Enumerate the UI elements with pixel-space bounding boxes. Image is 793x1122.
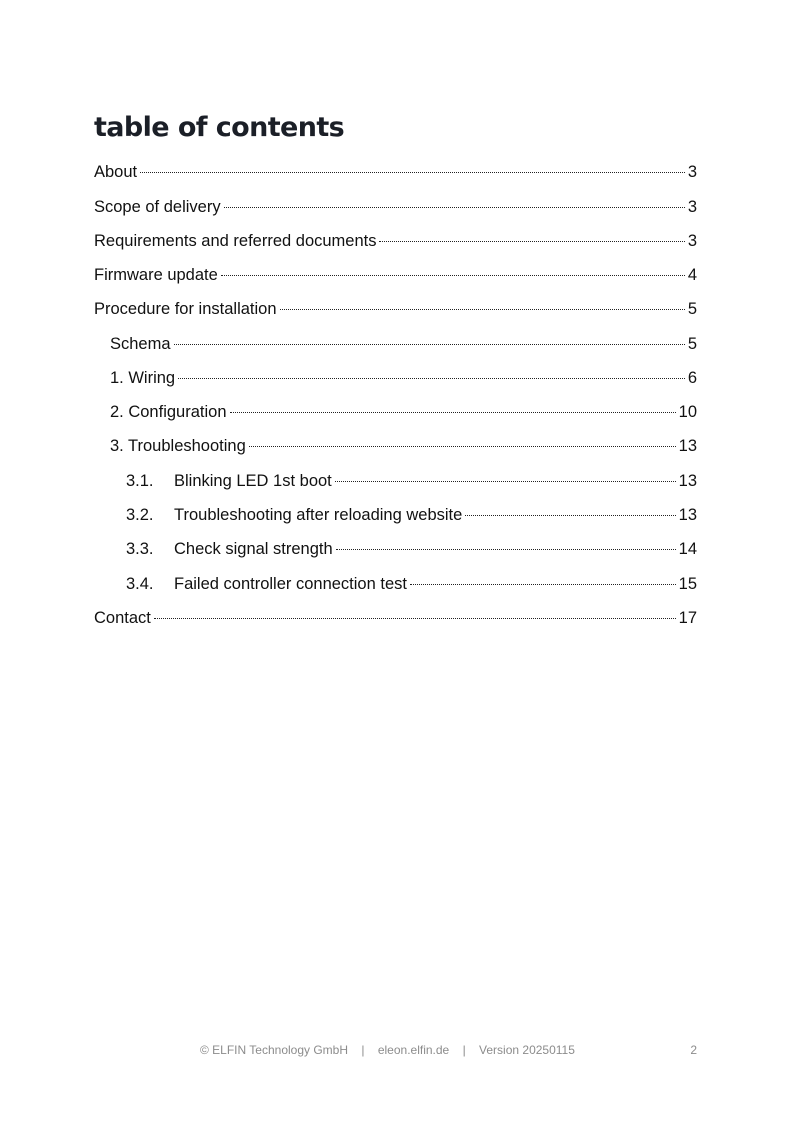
- toc-entry-page: 5: [687, 300, 697, 318]
- toc-entry-troubleshooting[interactable]: [110, 434, 697, 458]
- toc-entry-blinking-led[interactable]: [126, 469, 697, 493]
- toc-entry-requirements[interactable]: [94, 229, 697, 253]
- toc-entry-number: 3.2.: [126, 506, 154, 524]
- toc-entry-check-signal-strength[interactable]: [126, 537, 697, 561]
- toc-entry-contact[interactable]: [94, 606, 697, 630]
- toc-dot-leader: [280, 309, 685, 310]
- toc-entry-label: 2. Configuration: [110, 403, 227, 421]
- toc-dot-leader: [174, 344, 685, 345]
- toc-entry-label: Blinking LED 1st boot: [174, 472, 332, 490]
- toc-entry-page: 5: [687, 335, 697, 353]
- toc-dot-leader: [336, 549, 676, 550]
- toc-entry-label: Contact: [94, 609, 151, 627]
- toc-entry-label: Check signal strength: [174, 540, 333, 558]
- toc-entry-firmware-update[interactable]: [94, 263, 697, 287]
- toc-entry-page: 13: [678, 437, 697, 455]
- toc-entry-page: 3: [687, 232, 697, 250]
- toc-dot-leader: [221, 275, 685, 276]
- toc-entry-label: Firmware update: [94, 266, 218, 284]
- toc-entry-label: Failed controller connection test: [174, 575, 407, 593]
- footer-website-link[interactable]: eleon.elfin.de: [377, 1043, 450, 1057]
- toc-entry-label: 3. Troubleshooting: [110, 437, 246, 455]
- toc-entry-procedure-for-installation[interactable]: [94, 297, 697, 321]
- toc-entry-page: 15: [678, 575, 697, 593]
- toc-entry-about[interactable]: [94, 160, 697, 184]
- toc-dot-leader: [379, 241, 684, 242]
- toc-entry-label: Schema: [110, 335, 171, 353]
- toc-entry-page: 6: [687, 369, 697, 387]
- toc-dot-leader: [249, 446, 676, 447]
- toc-entry-page: 3: [687, 198, 697, 216]
- toc-dot-leader: [230, 412, 676, 413]
- toc-dot-leader: [178, 378, 685, 379]
- toc-entry-label: 1. Wiring: [110, 369, 176, 387]
- toc-dot-leader: [465, 515, 675, 516]
- page-title: table of contents: [94, 112, 345, 143]
- toc-entry-number: 3.3.: [126, 540, 154, 558]
- toc-entry-wiring[interactable]: [110, 366, 697, 390]
- toc-entry-page: 10: [678, 403, 697, 421]
- toc-entry-schema[interactable]: [110, 332, 697, 356]
- footer-separator: |: [361, 1043, 365, 1057]
- page-number: 2: [690, 1043, 697, 1057]
- toc-entry-label: Procedure for installation: [94, 300, 277, 318]
- footer-company: © ELFIN Technology GmbH: [200, 1043, 349, 1057]
- toc-entry-configuration[interactable]: [110, 400, 697, 424]
- toc-entry-number: 3.4.: [126, 575, 154, 593]
- toc-dot-leader: [335, 481, 676, 482]
- toc-entry-troubleshooting-after-reloading[interactable]: [126, 503, 697, 527]
- toc-entry-page: 17: [678, 609, 697, 627]
- toc-entry-page: 13: [678, 472, 697, 490]
- toc-dot-leader: [410, 584, 676, 585]
- toc-entry-page: 3: [687, 163, 697, 181]
- toc-entry-page: 4: [687, 266, 697, 284]
- footer-info: [200, 1043, 575, 1057]
- toc-entry-label: Scope of delivery: [94, 198, 221, 216]
- toc-entry-failed-controller-connection[interactable]: [126, 572, 697, 596]
- toc-entry-number: 3.1.: [126, 472, 154, 490]
- toc-entry-label: Requirements and referred documents: [94, 232, 377, 250]
- toc-entry-label: About: [94, 163, 138, 181]
- footer-separator: |: [462, 1043, 466, 1057]
- toc-dot-leader: [140, 172, 685, 173]
- toc-dot-leader: [224, 207, 685, 208]
- toc-entry-page: 13: [678, 506, 697, 524]
- toc-entry-scope-of-delivery[interactable]: [94, 195, 697, 219]
- footer-version: Version 20250115: [479, 1043, 575, 1057]
- toc-entry-page: 14: [678, 540, 697, 558]
- page-footer: [0, 1043, 793, 1061]
- toc-entry-label: Troubleshooting after reloading website: [174, 506, 463, 524]
- toc-dot-leader: [154, 618, 676, 619]
